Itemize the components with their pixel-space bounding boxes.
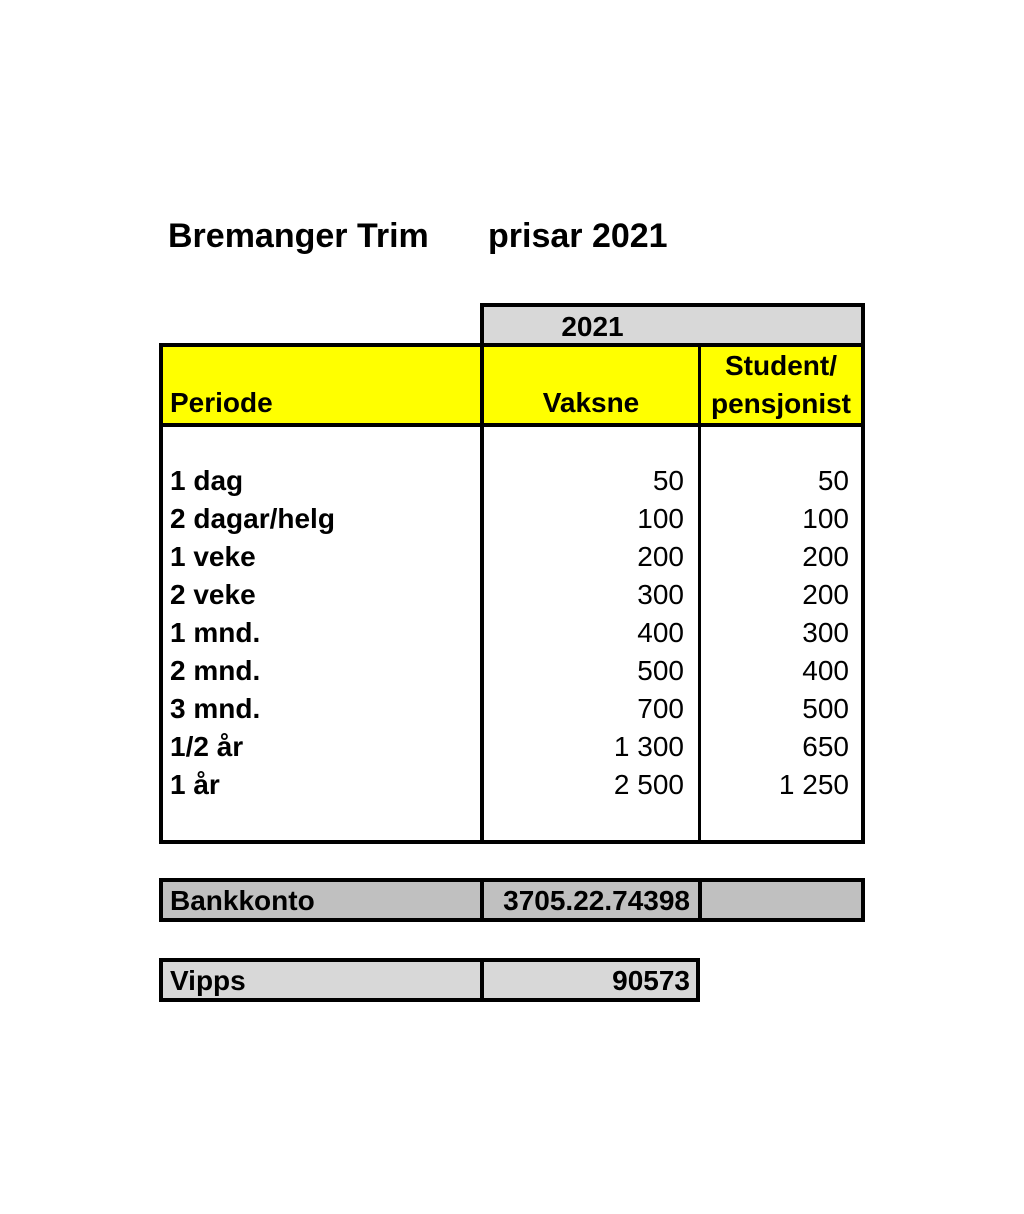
cell-vaksne: 500 [637,655,684,686]
year-label: 2021 [561,311,624,342]
cell-student: 300 [802,617,849,648]
cell-periode: 1 dag [170,465,244,496]
table-row [163,538,861,576]
cell-vaksne: 300 [637,579,684,610]
table-row [163,500,861,538]
table-row [163,766,861,804]
cell-periode: 3 mnd. [170,693,261,724]
price-rows [163,462,861,804]
cell-student: 100 [802,503,849,534]
cell-periode: 1/2 år [170,731,244,762]
vipps-number: 90573 [612,965,690,996]
cell-student: 500 [802,693,849,724]
vipps-label: Vipps [170,965,246,996]
cell-student: 200 [802,579,849,610]
cell-vaksne: 1 300 [613,731,684,762]
column-header-vaksne: Vaksne [542,387,640,418]
cell-vaksne: 100 [637,503,684,534]
column-header-student [701,347,861,423]
cell-student: 1 250 [778,769,849,800]
cell-vaksne: 200 [637,541,684,572]
cell-periode: 2 dagar/helg [170,503,335,534]
cell-student: 200 [802,541,849,572]
page-title: Bremanger Trim [168,217,429,255]
cell-periode: 1 veke [170,541,256,572]
cell-vaksne: 700 [637,693,684,724]
cell-student: 650 [802,731,849,762]
bank-account-label: Bankkonto [170,885,315,916]
year-header [480,303,865,347]
cell-periode: 2 mnd. [170,655,261,686]
column-header-periode: Periode [170,387,273,418]
cell-vaksne: 2 500 [613,769,684,800]
vipps-row [159,958,700,1002]
column-header-student-line2: pensjonist [710,388,851,419]
table-row [163,652,861,690]
table-row [163,462,861,500]
cell-vaksne: 400 [637,617,684,648]
cell-student: 400 [802,655,849,686]
table-row [163,614,861,652]
cell-student: 50 [817,465,849,496]
column-header-student-line1: Student/ [725,350,837,381]
cell-periode: 2 veke [170,579,256,610]
page-subtitle: prisar 2021 [488,217,668,255]
table-row [163,576,861,614]
table-row [163,690,861,728]
price-table [159,343,865,844]
table-header-row [163,347,861,427]
cell-periode: 1 år [170,769,220,800]
cell-periode: 1 mnd. [170,617,261,648]
bank-account-row [159,878,865,922]
table-row [163,728,861,766]
column-divider [698,882,702,918]
cell-vaksne: 50 [652,465,684,496]
bank-account-number: 3705.22.74398 [503,885,690,916]
